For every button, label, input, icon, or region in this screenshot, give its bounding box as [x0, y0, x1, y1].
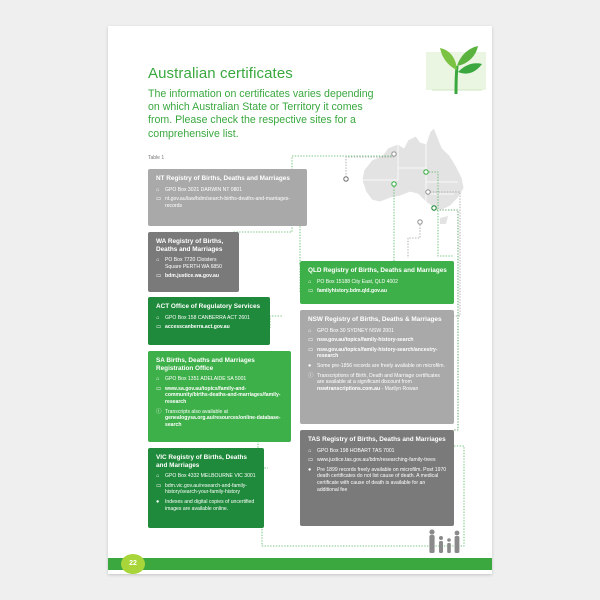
act-registry-card — [148, 297, 270, 345]
act-website[interactable]: ▭ accesscanberra.act.gov.au — [156, 324, 230, 331]
laptop-icon: ▭ — [308, 288, 314, 295]
home-icon: ⌂ — [308, 278, 312, 285]
speech-bubble-icon: ● — [156, 498, 160, 505]
vic-website[interactable]: ▭ bdm.vic.gov.au/research-and-family-history/search-your-family-history — [156, 482, 248, 496]
home-icon: ⌂ — [156, 314, 160, 321]
home-icon: ⌂ — [156, 257, 160, 264]
table-caption: Table 1 — [148, 155, 165, 161]
tas-title: TAS Registry of Births, Deaths and Marriages — [308, 436, 446, 443]
wa-website[interactable]: ▭ bdm.justice.wa.gov.au — [156, 273, 219, 280]
laptop-icon: ▭ — [156, 273, 162, 280]
qld-title: QLD Registry of Births, Deaths and Marriages — [308, 267, 447, 274]
act-address: ⌂ GPO Box 158 CANBERRA ACT 2601 — [156, 314, 250, 321]
wa-address: ⌂ PO Box 7720 Cloisters Square PERTH WA 6850 — [156, 257, 222, 270]
home-icon: ⌂ — [308, 447, 312, 454]
home-icon: ⌂ — [156, 186, 160, 193]
laptop-icon: ▭ — [308, 346, 314, 353]
vic-note: ● Indexes and digital copies of uncertified images are available online. — [156, 498, 255, 512]
laptop-icon: ▭ — [156, 385, 162, 392]
home-icon: ⌂ — [156, 376, 160, 383]
nsw-note-1: ● Some pre-1856 records are freely available on microfilm. — [308, 362, 445, 369]
nsw-registry-card — [300, 310, 454, 424]
nsw-address: ⌂ GPO Box 30 SYDNEY NSW 2001 — [308, 327, 394, 334]
qld-registry-card — [300, 261, 454, 304]
tas-address: ⌂ GPO Box 198 HOBART TAS 7001 — [308, 447, 395, 454]
tas-registry-card — [300, 430, 454, 526]
laptop-icon: ▭ — [156, 196, 162, 203]
nt-website[interactable]: ▭ nt.gov.au/law/bdm/search-births-deaths-and-marriages-records — [156, 196, 291, 209]
tas-note: ● Pre 1899 records freely available on microfilm. Post 1970 death certificates do not list cause of death. A medical certificate with cause of death is available for an additional fee — [308, 466, 447, 493]
sa-registry-card — [148, 351, 291, 442]
wa-registry-card — [148, 232, 239, 292]
laptop-icon: ▭ — [308, 337, 314, 344]
intro-paragraph: The information on certificates varies depending on which Australian State or Territory it comes from. Please check the respective sites for a comprehensive list. — [148, 88, 374, 140]
nsw-note-2: ⓘ Transcriptions of Birth, Death and Marriage certificates are available at a significant discount from nswtranscriptions.com.au - Marilyn Rowan — [308, 372, 440, 392]
vic-registry-card — [148, 448, 264, 528]
home-icon: ⌂ — [308, 327, 312, 334]
nt-title: NT Registry of Births, Deaths and Marriages — [156, 175, 290, 182]
page-number: 22 — [121, 554, 145, 574]
nsw-website-2[interactable]: ▭ nsw.gov.au/topics/family-history-search/ancestry-research — [308, 346, 438, 360]
vic-address: ⌂ GPO Box 4332 MELBOURNE VIC 3001 — [156, 473, 256, 480]
sa-address: ⌂ GPO Box 1351 ADELAIDE SA 5001 — [156, 376, 247, 383]
page-title: Australian certificates — [148, 65, 293, 82]
vic-title: VIC Registry of Births, Deaths and Marriages — [156, 454, 247, 469]
speech-bubble-icon: ● — [308, 362, 312, 369]
laptop-icon: ▭ — [308, 457, 314, 464]
sa-note-link[interactable]: genealogysa.org.au/resources/online-database-search — [165, 415, 281, 428]
tas-website[interactable]: ▭ www.justice.tas.gov.au/bdm/researching-family-trees — [308, 457, 436, 464]
footer-bar — [108, 558, 492, 570]
family-icon — [426, 528, 462, 554]
nt-registry-card — [148, 169, 307, 226]
sa-title: SA Births, Deaths and Marriages Registration Office — [156, 357, 255, 372]
document-page — [108, 26, 492, 574]
nsw-note-link[interactable]: nswtranscriptions.com.au — [317, 385, 381, 392]
act-title: ACT Office of Regulatory Services — [156, 303, 261, 310]
laptop-icon: ▭ — [156, 324, 162, 331]
nt-address: ⌂ GPO Box 3021 DARWIN NT 0801 — [156, 186, 243, 193]
sa-website[interactable]: ▭ www.sa.gov.au/topics/family-and-community/births-deaths-and-marriages/family-research — [156, 385, 281, 405]
laptop-icon: ▭ — [156, 482, 162, 489]
wa-title: WA Registry of Births, Deaths and Marriages — [156, 238, 224, 253]
sa-note: ⓘ Transcripts also available at genealogysa.org.au/resources/online-database-search — [156, 408, 281, 428]
qld-website[interactable]: ▭ familyhistory.bdm.qld.gov.au — [308, 288, 387, 295]
qld-address: ⌂ PO Box 15188 City East, QLD 4002 — [308, 278, 398, 285]
nsw-website-1[interactable]: ▭ nsw.gov.au/topics/family-history-search — [308, 337, 414, 344]
speech-bubble-icon: ● — [308, 466, 312, 473]
info-circle-icon: ⓘ — [156, 408, 162, 415]
home-icon: ⌂ — [156, 473, 160, 480]
nsw-title: NSW Registry of Births, Deaths & Marriages — [308, 316, 442, 323]
info-circle-icon: ⓘ — [308, 372, 314, 379]
